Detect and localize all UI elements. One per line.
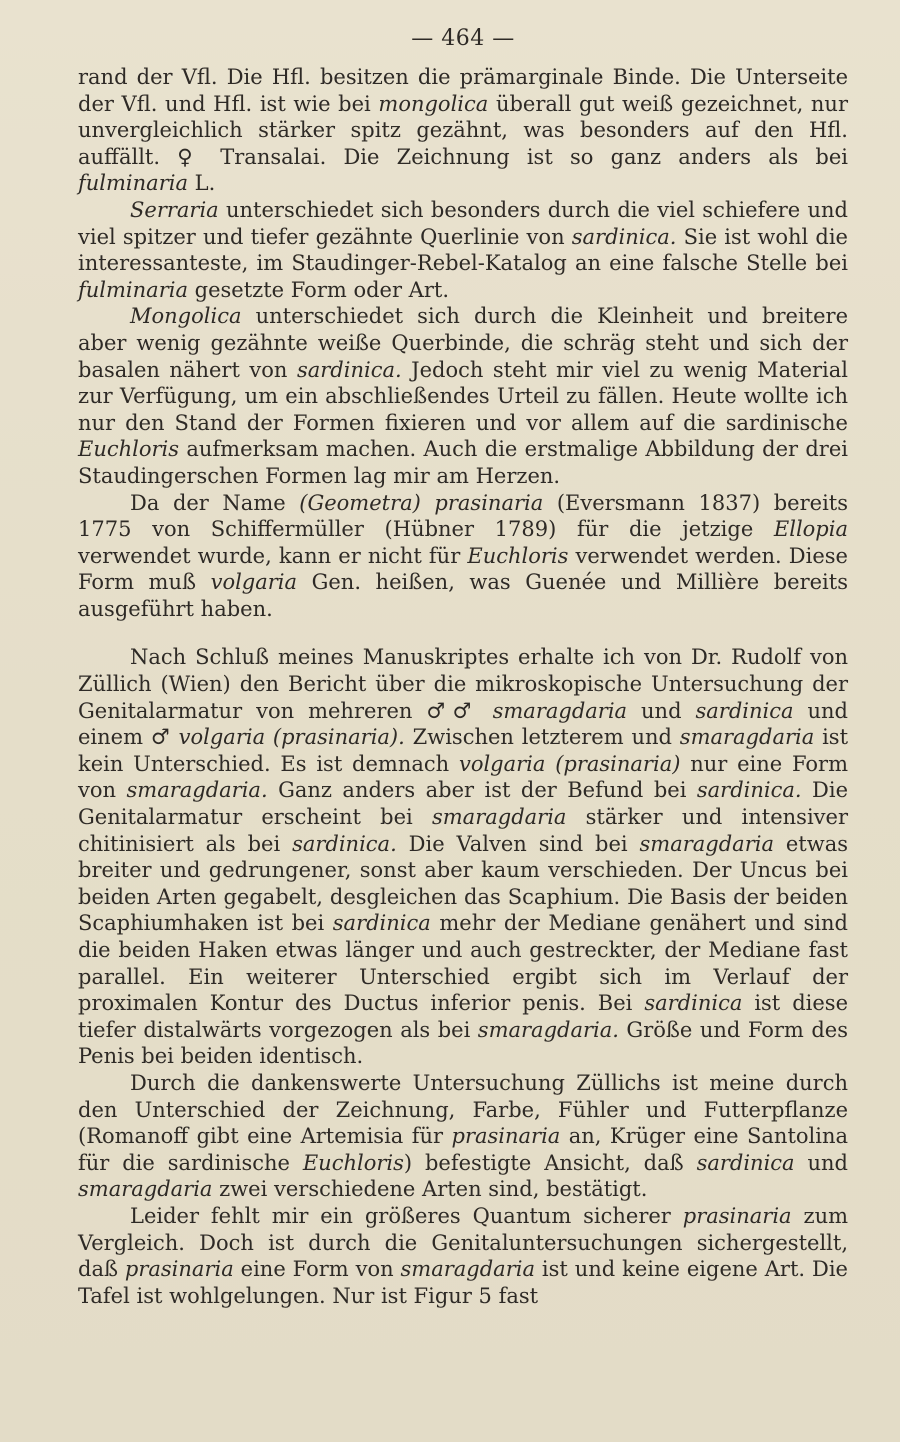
text-run: Durch die dankenswerte Untersuchung Züllichs ist meine durch den Unterschied der Zeichnung, Farbe, Fühler und Futterpflanze (Romanoff gibt eine Artemisia für <box>78 1070 848 1149</box>
text-run: unterschiedet sich besonders durch die viel schiefere und viel spitzer und tiefer gezähnte Querlinie von <box>78 197 848 249</box>
text-run: und einem ♂ <box>78 698 848 750</box>
italic-term: smaragdaria <box>78 1177 213 1202</box>
italic-term: sardinica <box>644 991 743 1016</box>
text-run: L. <box>187 171 216 196</box>
text-run: Zwischen letzterem und <box>404 725 680 750</box>
text-run: Die Valven sind bei <box>396 831 640 856</box>
italic-term: (Geometra) prasinaria <box>299 490 544 515</box>
italic-term: smaragdaria <box>492 698 628 723</box>
italic-term: sardinica. <box>292 831 397 856</box>
paragraph-p4 <box>78 490 848 623</box>
text-run: überall gut weiß gezeichnet, nur unvergleichlich stärker spitz gezähnt, was besonders auf den Hfl. auffällt. ♀ Transalai. Die Zeichnung ist so ganz anders als bei <box>78 91 848 169</box>
italic-term: sardinica <box>696 1150 795 1175</box>
italic-term: sardinica. <box>696 778 802 803</box>
paragraph-p5 <box>78 644 848 1070</box>
paragraph-p3 <box>78 303 848 489</box>
page-number: — 464 — <box>411 26 515 51</box>
text-run: rand der Vfl. Die Hfl. besitzen die prämarginale Binde. Die Unterseite der Vfl. und Hfl. ist wie bei <box>78 65 848 116</box>
text-run: zwei verschiedene Arten sind, bestätigt. <box>212 1177 648 1202</box>
italic-term: Euchloris <box>302 1150 404 1175</box>
body-text <box>78 64 848 1309</box>
text-run: Größe und Form des Penis bei beiden identisch. <box>78 1017 848 1069</box>
text-run: etwas breiter und gedrungener, sonst aber kaum verschieden. Der Uncus bei beiden Arten gegabelt, desgleichen das Scaphium. Die Basis der beiden Scaphiumhaken ist bei <box>78 831 848 936</box>
paragraph-p7 <box>78 1203 848 1309</box>
text-run: Leider fehlt mir ein größeres Quantum sicherer <box>130 1203 683 1228</box>
text-run: Die Genitalarmatur erscheint bei <box>78 778 849 830</box>
text-run: verwendet werden. Diese Form muß <box>78 543 848 595</box>
italic-term: smaragdaria. <box>126 778 268 803</box>
text-run: nur eine Form von <box>78 751 848 803</box>
text-run: unterschiedet sich durch die Kleinheit und breitere aber wenig gezähnte weiße Querbinde, die schräg steht und sich der basalen nähert von <box>78 304 848 382</box>
text-run: aufmerksam machen. Auch die erstmalige Abbildung der drei Staudingerschen Formen lag mir am Herzen. <box>78 437 848 488</box>
text-run: gesetzte Form oder Art. <box>187 277 450 302</box>
text-run: zum Vergleich. Doch ist durch die Genitaluntersuchungen sichergestellt, daß <box>78 1203 849 1282</box>
italic-term: mongolica <box>378 91 489 116</box>
italic-term: Serraria <box>130 197 219 222</box>
italic-term: sardinica <box>332 911 431 936</box>
text-run: ist diese tiefer distalwärts vorgezogen als bei <box>78 991 848 1042</box>
paragraph-p1 <box>78 64 848 197</box>
italic-term: smaragdaria <box>639 831 774 856</box>
italic-term: smaragdaria. <box>477 1017 619 1042</box>
italic-term: volgaria (prasinaria). <box>178 725 405 750</box>
text-run: Gen. heißen, was Guenée und Millière bereits ausgeführt haben. <box>78 570 848 621</box>
paragraph-p2 <box>78 197 848 303</box>
italic-term: sardinica. <box>296 357 402 382</box>
italic-term: fulminaria <box>78 171 188 196</box>
text-run: Jedoch steht mir viel zu wenig Material zur Verfügung, um ein abschließendes Urteil zu fällen. Heute wollte ich nur den Stand der Formen fixieren und vor allem auf die sardinische <box>78 357 848 435</box>
text-run: ) befestigte Ansicht, daß <box>403 1150 697 1175</box>
text-run: verwendet wurde, kann er nicht für <box>78 543 468 568</box>
italic-term: prasinaria <box>682 1203 792 1228</box>
text-run: Ganz anders aber ist der Befund bei <box>267 778 697 803</box>
italic-term: prasinaria <box>124 1257 234 1282</box>
italic-term: smaragdaria <box>400 1257 535 1282</box>
text-run: Nach Schluß meines Manuskriptes erhalte ich von Dr. Rudolf von Züllich (Wien) den Bericht über die mikroskopische Untersuchung der Genitalarmatur von mehreren ♂♂ <box>78 645 848 723</box>
text-run: stärker und intensiver chitinisiert als bei <box>78 805 848 856</box>
italic-term: smaragdaria <box>431 805 567 830</box>
text-run: Sie ist wohl die interessanteste, im Staudinger-Rebel-Katalog an eine falsche Stelle bei <box>78 224 848 276</box>
italic-term: Mongolica <box>130 304 242 329</box>
text-run: eine Form von <box>233 1257 401 1282</box>
italic-term: prasinaria <box>451 1124 561 1149</box>
italic-term: fulminaria <box>78 277 188 302</box>
text-run: Da der Name <box>130 490 300 515</box>
italic-term: volgaria <box>210 570 298 595</box>
text-run: mehr der Mediane genähert und sind die beiden Haken etwas länger und auch gestreckter, der Mediane fast parallel. Ein weiterer Unterschied ergibt sich im Verlauf der proximalen Kontur des Ductus inferior penis. Bei <box>78 911 848 1016</box>
text-run: ist und keine eigene Art. Die Tafel ist wohlgelungen. Nur ist Figur 5 fast <box>78 1257 848 1308</box>
italic-term: volgaria (prasinaria) <box>458 751 681 776</box>
text-run: und <box>794 1150 848 1175</box>
italic-term: Euchloris <box>467 543 569 568</box>
text-run: an, Krüger eine Santolina für die sardinische <box>78 1124 849 1175</box>
italic-term: Euchloris <box>78 437 180 462</box>
italic-term: sardinica. <box>571 224 677 249</box>
paragraph-p6 <box>78 1070 848 1203</box>
text-run: (Eversmann 1837) bereits 1775 von Schiffermüller (Hübner 1789) für die jetzige <box>78 490 849 542</box>
italic-term: Ellopia <box>773 517 848 542</box>
italic-term: sardinica <box>695 698 794 723</box>
text-run: ist kein Unterschied. Es ist demnach <box>78 725 849 776</box>
text-run: und <box>627 698 696 723</box>
italic-term: smaragdaria <box>679 725 815 750</box>
